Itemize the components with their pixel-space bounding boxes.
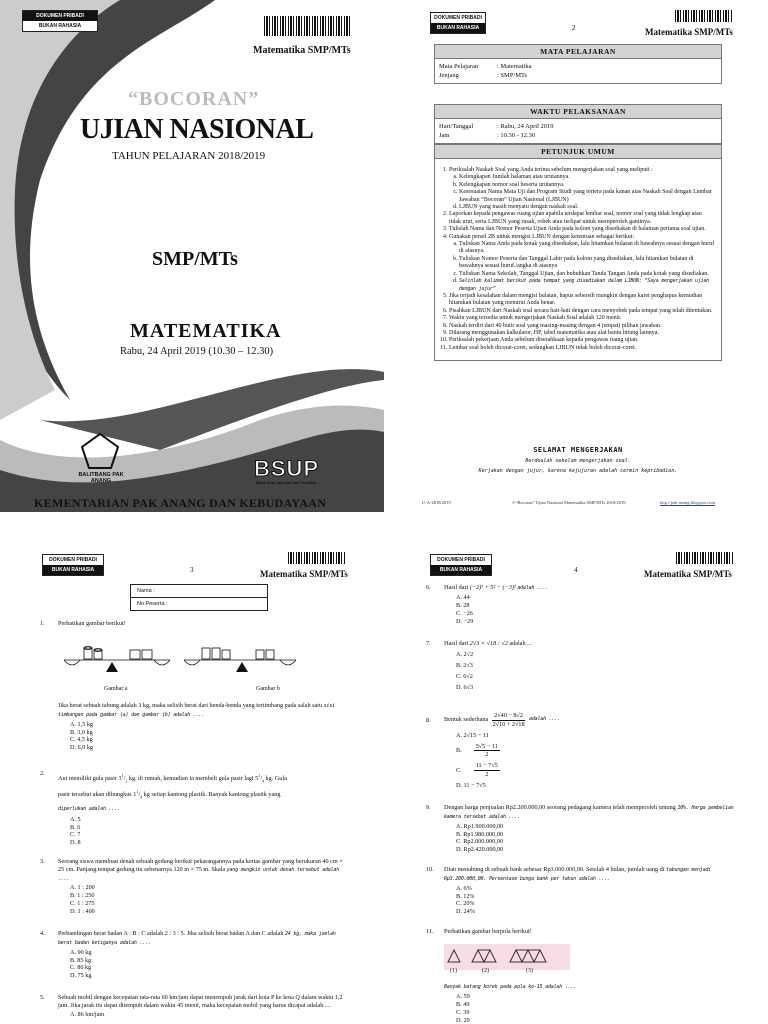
tag-top-label: DOKUMEN PRIBADI — [43, 555, 103, 565]
petunjuk-section — [434, 144, 722, 361]
page-number: 4 — [574, 566, 578, 574]
subject-header: Matematika SMP/MTs — [644, 569, 732, 579]
petunjuk-heading: PETUNJUK UMUM — [434, 144, 722, 159]
footer-code: U-A-2018/2019 — [422, 500, 451, 505]
question-7: 7. Hasil dari 2√3 × √18 : √2 adalah ... A. 2√2 B. 2√3 C. 6√2 D. 6√3 — [426, 640, 738, 693]
instruction-sublist — [449, 241, 715, 293]
logo-right-sublabel: Bank Soal UjiLuba dan Prediksi — [256, 480, 317, 485]
barcode — [288, 552, 346, 564]
exam-year: TAHUN PELAJARAN 2018/2019 — [112, 150, 266, 162]
figure-a-caption: Gambar a — [104, 686, 128, 692]
answer-option: D. 11 − 7√5 — [456, 782, 486, 790]
page-number: 3 — [190, 566, 194, 574]
question-9-options — [456, 823, 738, 855]
answer-option: D. Rp2.420.000,00 — [456, 846, 504, 854]
document-tag — [22, 10, 98, 32]
question-6-options — [456, 594, 738, 626]
question-1-text: Perhatikan gambar berikut! — [58, 620, 126, 627]
instruction-subitem: a. Tuliskan Nama Anda pada kotak yang disediakan, lalu hitamkan bulatan di bawahnya sesuai dengan huruf di atasnya. — [459, 241, 715, 256]
question-5: 5. Sebuah mobil dengan kecepatan rata-rata 60 km/jam dapat menempuh jarak dari kota P ke kota Q dalam waktu 1,2 jam. Jika jarak itu dapat ditempuh dalam waktu 45 menit, maka kecepatan mobil yang harus dicapai adalah .... A. 86 km/jam — [40, 994, 350, 1019]
pattern-label-3: (3) — [526, 968, 533, 974]
footer-copyright: ©“Bocoran” Ujian Nasional Matematika SMP/MTs 2018/2019 — [512, 500, 626, 505]
answer-option: B. 49 — [456, 1000, 470, 1008]
question-5-options — [70, 1011, 350, 1019]
question-8-options — [456, 732, 738, 790]
answer-option: A. 44 — [456, 593, 470, 601]
instruction-subitem: d. Salinlah kalimat berikut pada tempat yang disediakan dalam LJBUN: “Saya mengerjakan ujian dengan jujur” — [459, 278, 715, 293]
q8-fraction: 2√40 − 8√2 2√10 + 2√18 — [492, 712, 525, 728]
mapel-heading: MATA PELAJARAN — [434, 44, 722, 59]
answer-option: D. 6√3 — [456, 683, 474, 691]
mapel-row: Mata Pelajaran : Matematika — [439, 63, 532, 70]
nopes-field-label: No Peserta : — [137, 601, 168, 607]
subject-header: Matematika SMP/MTs — [645, 27, 733, 37]
question-9: 9. Dengan harga penjualan Rp2.200.000,00 seorang pedagang kamera telah memperoleh untung 10%. Harga pembelian kamera tersebut adalah .... A. Rp1.900.000,00 B. Rp1.980.000,00 C. Rp2.000.000,00 D. Rp2.420.000,00 — [426, 804, 738, 854]
tag-top-label: DOKUMEN PRIBADI — [23, 11, 97, 21]
question-1: 1. Perhatikan gambar berikut! — [40, 620, 350, 628]
answer-option: B. 2√3 — [456, 661, 473, 669]
answer-option: B. 12% — [456, 892, 475, 900]
instruction-subitem: d. LJBUN yang masih menyatu dengan naskah soal. — [459, 204, 715, 211]
instruction-item: 3. Tulislah Nama dan Nomor Peserta Ujian Anda pada kolom yang disediakan di halaman pertama soal ujian. — [449, 226, 715, 233]
mapel-row: Jenjang : SMP/MTs — [439, 72, 528, 79]
mapel-section — [434, 44, 722, 84]
answer-option: D. 29 — [456, 1016, 470, 1024]
tag-bottom-label: BUKAN RAHASIA — [431, 565, 491, 575]
answer-option: A. 1,5 kg — [70, 720, 94, 728]
answer-option: D. 6,0 kg — [70, 744, 94, 752]
barcode — [264, 16, 352, 36]
question-1-body: Jika berat sebuah tabung adalah 3 kg, maka selisih berat dari benda-benda yang tertimbang pada salah satu sisi timbangan pada gambar (a) dan gambar (b) adalah .... A. 1,5 kg B. 3,0 kg C. 4,5 kg D. 6,0 kg — [40, 702, 350, 752]
ministry-label: KEMENTARIAN PAK ANANG DAN KEBUDAYAAN — [34, 496, 327, 510]
instruction-subitem: c. Tuliskan Nama Sekolah, Tanggal Ujian, dan bubuhkan Tanda Tangan Anda pada kotak yang disediakan. — [459, 271, 715, 278]
answer-option: D. 8 — [70, 839, 81, 847]
instruction-item: 1. Periksalah Naskah Soal yang Anda terima sebelum mengerjakan soal yang meliputi : a. Kelengkapan Jumlah halaman atau urutannya. b. Kelengkapan nomor soal beserta urutannya. c. Kesesuaian Nama Mata Uji dan Program Studi yang tertera pada kanan atas Naskah Soal dengan Lembar Jawaban “Bocoran” Ujian Nasional (LJBUN) d. LJBUN yang masih menyatu dengan naskah soal. — [449, 167, 715, 211]
instruction-item: 4. Gunakan pensil 2B untuk mengisi LJBUN dengan ketentuan sebagai berikut: a. Tuliskan Nama Anda pada kotak yang disediakan, lalu hitamkan bulatan di bawahnya sesuai dengan huruf di atasnya. b. Tuliskan Nomor Peserta dan Tanggal Lahir pada kolom yang disediakan, lalu hitamkan bulatan di bawahnya sesuai huruf./angka di atasnya c. Tuliskan Nama Sekolah, Tanggal Ujian, dan bubuhkan Tanda Tangan Anda pada kotak yang disediakan. d. Salinlah kalimat berikut pada tempat yang disediakan dalam LJBUN: “Saya mengerjakan ujian dengan jujur” — [449, 234, 715, 293]
answer-option: A. Rp1.900.000,00 — [456, 822, 504, 830]
question-4-options — [70, 949, 350, 981]
exam-subject: MATEMATIKA — [130, 320, 282, 342]
instruction-subitem: b. Kelengkapan nomor soal beserta urutannya. — [459, 182, 715, 189]
exam-title: UJIAN NASIONAL — [80, 114, 314, 145]
question-2-options — [70, 816, 350, 848]
balance-scale-figure — [60, 634, 310, 684]
answer-option: B. 3,0 kg — [70, 728, 93, 736]
tag-top-label: DOKUMEN PRIBADI — [431, 555, 491, 565]
answer-option: A. 6% — [456, 884, 472, 892]
instruction-subitem: b. Tuliskan Nomor Peserta dan Tanggal Lahir pada kolom yang disediakan, lalu hitamkan bulatan di bawahnya sesuai huruf./angka di atasnya — [459, 256, 715, 271]
question-11-body: Banyak batang korek pada pola ke-15 adalah .... A. 59 B. 49 C. 39 D. 29 — [426, 984, 738, 1024]
instructions-page — [388, 0, 768, 512]
answer-option: B. 28 — [456, 601, 470, 609]
answer-option: B. 85 kg — [70, 956, 92, 964]
document-tag — [430, 554, 492, 576]
answer-option: D. 24% — [456, 908, 475, 916]
waktu-box — [434, 119, 722, 144]
question-10: 10. Dian menabung di sebuah bank sebesar Rp3.000.000,00. Setelah 4 bulan, jumlah uang di tabungan menjadi Rp3.200.000,00. Persentase bunga bank per tahun adalah .... A. 6% B. 12% C. 20% D. 24% — [426, 866, 738, 916]
instruction-item: 8. Naskah terdiri dari 40 butir soal yang masing-masing dengan 4 (empat) pilihan jawaban. — [449, 323, 715, 330]
matchstick-pattern-figure — [444, 944, 570, 970]
answer-option: C. 6√2 — [456, 672, 473, 680]
instruction-item: 9. Dilarang menggunakan kalkulator, HP, tabel matematika atau alat bantu hitung lainnya. — [449, 330, 715, 337]
question-6: 6. Hasil dari (−2)³ + 5² − (−3)² adalah .... A. 44 B. 28 C. −26 D. −29 — [426, 584, 738, 625]
subject-header: Matematika SMP/MTs — [260, 569, 348, 579]
answer-option: C. 11 − 7√5 2 — [456, 762, 498, 779]
instruction-subitem: a. Kelengkapan Jumlah halaman atau urutannya. — [459, 174, 715, 181]
answer-option: C. 1 : 275 — [70, 900, 95, 908]
pattern-label-1: (1) — [450, 968, 457, 974]
question-11: 11. Perhatikan gambar berpola berikut! — [426, 928, 532, 935]
waktu-section — [434, 104, 722, 144]
waktu-row: Hari/Tanggal : Rabu, 24 April 2019 — [439, 123, 554, 130]
answer-option: C. −26 — [456, 609, 473, 617]
closing-box — [434, 446, 722, 474]
identity-box — [130, 584, 268, 611]
mapel-box — [434, 59, 722, 84]
answer-option: B. Rp1.980.000,00 — [456, 830, 503, 838]
doa-label: Berdoalah sebelum mengerjakan soal. — [525, 458, 631, 464]
tag-bottom-label: BUKAN RAHASIA — [43, 565, 103, 575]
barcode — [676, 552, 734, 564]
question-10-options — [456, 885, 738, 917]
pentagon-logo — [80, 432, 120, 470]
question-2: 2. Ani memiliki gula pasir $3^1/_2$ kg. di rumah, kemudian ia membeli gula pasir lagi $5^1/_4$ kg. Gula pasir tersebut akan dibungkus $1^1/_4$ kg setiap kantong plastik. Banyak kantong plastik yang diperlukan adalah .... A. 5 B. 6 C. 7 D. 8 — [40, 770, 350, 847]
footer-link: http://pak-anang.blogspot.com — [660, 500, 715, 505]
instruction-item: 11. Lembar soal boleh dicorat-coret, sedangkan LJBUN tidak boleh dicorat-coret. — [449, 345, 715, 352]
logo-right-label: BSUP — [254, 456, 320, 481]
answer-option: A. 2√15 − 11 — [456, 731, 489, 739]
answer-option: C. 39 — [456, 1008, 470, 1016]
instruction-item: 5. Jika terjadi kesalahan dalam mengisi bulatan, hapus sebersih mungkin dengan karet penghapus kemudian hitamkan bulatan yang menurut Anda benar. — [449, 293, 715, 308]
question-3-options — [70, 884, 350, 916]
instruction-item: 10. Periksalah pekerjaan Anda sebelum diserahkaan kepada pengawas ruang ujian. — [449, 337, 715, 344]
answer-option: A. 86 km/jam — [70, 1010, 105, 1018]
exam-date: Rabu, 24 April 2019 (10.30 – 12.30) — [120, 346, 274, 357]
answer-option: D. −29 — [456, 617, 474, 625]
question-4: 4. Perbandingan berat badan A : B : C adalah 2 : 3 : 5. Jika selisih berat badan A dan C adalah 24 kg, maka jumlah berat badan ketiganya adalah .... A. 90 kg B. 85 kg C. 80 kg D. 75 kg — [40, 930, 350, 980]
selamat-label: SELAMAT MENGERJAKAN — [533, 446, 623, 454]
answer-option: A. 5 — [70, 815, 81, 823]
question-7-options — [456, 649, 738, 693]
barcode — [675, 10, 733, 22]
document-tag — [42, 554, 104, 576]
page-number: 2 — [572, 24, 576, 32]
pattern-label-2: (2) — [482, 968, 489, 974]
question-3: 3. Seorang siswa membuat denah sebuah gedung berikut pekarangannya pada kertas gambar yang berukuran 40 cm × 25 cm. Panjang tempat gedung itu sebenarnya 120 m × 75 m. Skala yang mungkin untuk denah tersebut adalah .... A. 1 : 200 B. 1 : 250 C. 1 : 275 D. 1 : 400 — [40, 858, 350, 916]
answer-option: B. 6 — [70, 823, 81, 831]
answer-option: D. 1 : 400 — [70, 908, 95, 916]
tag-top-label: DOKUMEN PRIBADI — [431, 13, 485, 23]
answer-option: C. 20% — [456, 900, 475, 908]
figure-b-caption: Gambar b — [256, 686, 280, 692]
answer-option: C. 4,5 kg — [70, 736, 93, 744]
logo-left-label: BALITBANG PAK ANANG — [78, 472, 124, 484]
questions-page-4 — [388, 516, 768, 1024]
answer-option: A. 1 : 200 — [70, 884, 95, 892]
tag-bottom-label: BUKAN RAHASIA — [23, 21, 97, 31]
answer-option: C. 7 — [70, 831, 81, 839]
instruction-item: 7. Waktu yang tersedia untuk mengerjakan Naskah Soal adalah 120 menit. — [449, 315, 715, 322]
instruction-list — [437, 167, 715, 352]
waktu-heading: WAKTU PELAKSANAAN — [434, 104, 722, 119]
answer-option: C. Rp2.000.000,00 — [456, 838, 503, 846]
answer-option: C. 80 kg — [70, 964, 92, 972]
jujur-label: Kerjakan dengan jujur, karena kejujuran adalah cermin kepribadian. — [478, 468, 678, 474]
document-tag — [430, 12, 486, 34]
answer-option: A. 59 — [456, 992, 470, 1000]
tag-bottom-label: BUKAN RAHASIA — [431, 23, 485, 33]
instruction-item: 2. Laporkan kepada pengawas ruang ujian apabila terdapat lembar soal, nomor soal yang tidak lengkap atau tidak urut, serta LJBUN yang rusak, robek atau terlipat untuk memperoleh gantinya. — [449, 211, 715, 226]
question-1-options — [70, 721, 350, 753]
question-8: 8. Bentuk sederhana 2√40 − 8√2 2√10 + 2√18 adalah .... A. 2√15 − 11 B. 5√5 − 11 2 C. 11 − 7√5 2 D. 11 − 7√5 — [426, 712, 738, 793]
cover-page — [0, 0, 384, 512]
waktu-row: Jam : 10.30 - 12.30 — [439, 132, 536, 139]
bocoran-label: “BOCORAN” — [128, 88, 260, 110]
subject-header: Matematika SMP/MTs — [253, 45, 351, 56]
questions-page-3 — [0, 516, 384, 1024]
question-11-options — [456, 993, 738, 1024]
instruction-item: 6. Pisahkan LJBUN dari Naskah soal secara hati-hati dengan cara menyobek pada tempat yang telah ditentukan. — [449, 308, 715, 315]
answer-option: A. 2√2 — [456, 650, 474, 658]
instruction-subitem: c. Kesesuaian Nama Mata Uji dan Program Studi yang tertera pada kanan atas Naskah Soal dengan Lembar Jawaban “Bocoran” Ujian Nasional (LJBUN) — [459, 189, 715, 204]
answer-option: B. 1 : 250 — [70, 892, 95, 900]
name-field-label: Nama : — [131, 585, 267, 598]
answer-option: B. 5√5 − 11 2 — [456, 742, 498, 759]
instruction-sublist — [449, 174, 715, 211]
petunjuk-box — [434, 159, 722, 361]
answer-option: A. 90 kg — [70, 948, 92, 956]
answer-option: D. 75 kg — [70, 972, 92, 980]
exam-level: SMP/MTs — [152, 248, 238, 270]
